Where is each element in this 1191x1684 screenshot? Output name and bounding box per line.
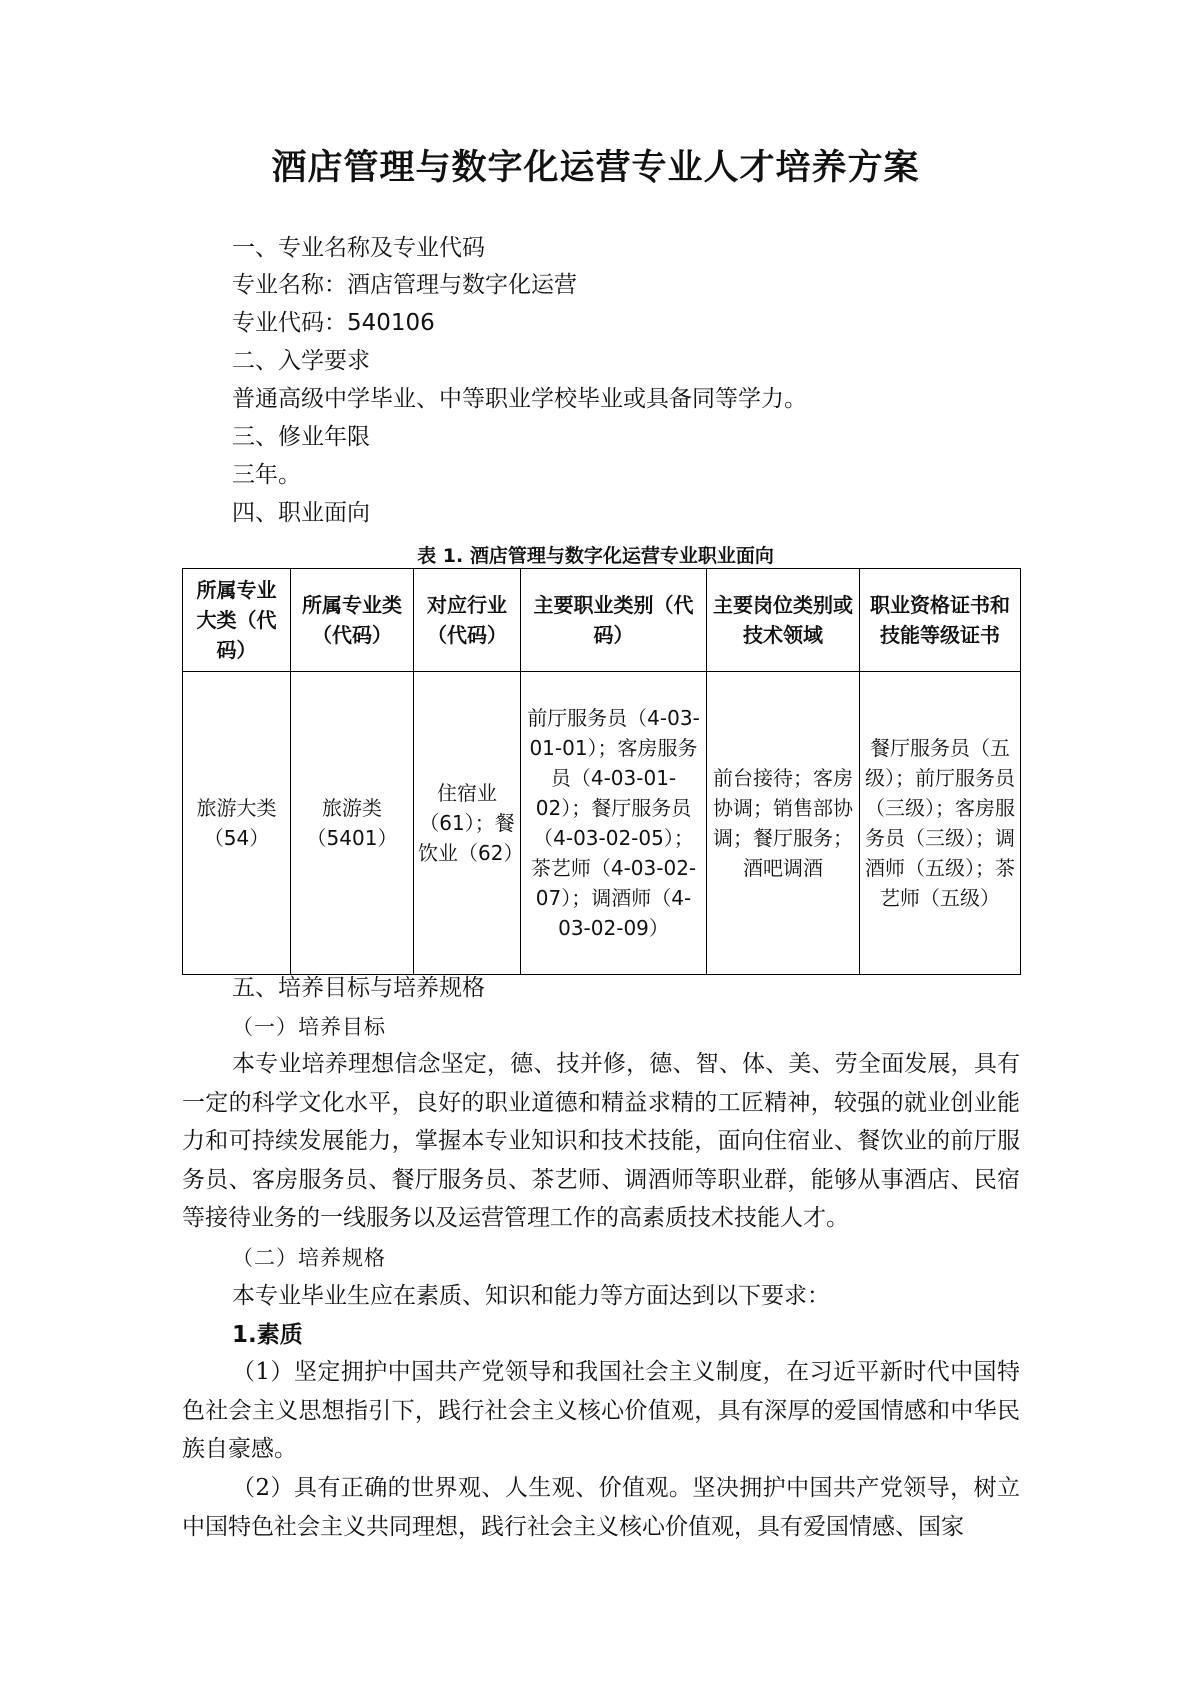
section-heading-goals: 五、培养目标与培养规格 — [232, 975, 485, 1001]
table-caption: 表 1. 酒店管理与数字化运营专业职业面向 — [417, 545, 774, 567]
quality-item-1: （1）坚定拥护中国共产党领导和我国社会主义制度，在习近平新时代中国特色社会主义思想指引下，践行社会主义核心价值观，具有深厚的爱国情感和中华民族自豪感。 — [182, 1359, 1020, 1462]
major-code-line: 专业代码：540106 — [232, 310, 435, 336]
header-major-category: 所属专业大类（代码） — [183, 569, 291, 672]
major-name-line: 专业名称：酒店管理与数字化运营 — [232, 272, 577, 298]
header-major-class: 所属专业类（代码） — [291, 569, 414, 672]
section-heading-duration: 三、修业年限 — [232, 424, 370, 450]
quality-item-2: （2）具有正确的世界观、人生观、价值观。坚决拥护中国共产党领导，树立中国特色社会主义共同理想，践行社会主义核心价值观，具有爱国情感、国家 — [182, 1475, 1020, 1540]
spec-intro: 本专业毕业生应在素质、知识和能力等方面达到以下要求： — [232, 1283, 830, 1309]
subheading-goal: （一）培养目标 — [232, 1015, 386, 1039]
table-row — [183, 672, 1021, 975]
document-title: 酒店管理与数字化运营专业人才培养方案 — [271, 147, 920, 188]
goal-paragraph: 本专业培养理想信念坚定，德、技并修，德、智、体、美、劳全面发展，具有一定的科学文化水平，良好的职业道德和精益求精的工匠精神，较强的就业创业能力和可持续发展能力，掌握本专业知识和技术技能，面向住宿业、餐饮业的前厅服务员、客房服务员、餐厅服务员、茶艺师、调酒师等职业群，能够从事酒店、民宿等接待业务的一线服务以及运营管理工作的高素质技术技能人才。 — [182, 1051, 1020, 1231]
cell-position-category: 前台接待；客房协调；销售部协调；餐厅服务；酒吧调酒 — [707, 672, 860, 975]
cell-certificates: 餐厅服务员（五级）；前厅服务员（三级）；客房服务员（三级）；调酒师（五级）；茶艺师（五级） — [860, 672, 1021, 975]
cell-occupation-category: 前厅服务员（4-03-01-01）；客房服务员（4-03-01-02）；餐厅服务员（4-03-02-05）；茶艺师（4-03-02-07）；调酒师（4-03-02-09） — [521, 672, 707, 975]
header-certificates: 职业资格证书和技能等级证书 — [860, 569, 1021, 672]
occupation-table — [182, 568, 1021, 975]
duration-text: 三年。 — [232, 462, 301, 488]
section-heading-occupation: 四、职业面向 — [232, 500, 370, 526]
quality-heading: 1.素质 — [232, 1322, 303, 1348]
cell-industry: 住宿业（61）；餐饮业（62） — [414, 672, 521, 975]
table-header-row — [183, 569, 1021, 672]
section-heading-admission: 二、入学要求 — [232, 348, 370, 374]
cell-major-class: 旅游类（5401） — [291, 672, 414, 975]
admission-text: 普通高级中学毕业、中等职业学校毕业或具备同等学力。 — [232, 386, 807, 412]
cell-major-category: 旅游大类（54） — [183, 672, 291, 975]
header-position-category: 主要岗位类别或技术领域 — [707, 569, 860, 672]
header-occupation-category: 主要职业类别（代码） — [521, 569, 707, 672]
subheading-spec: （二）培养规格 — [232, 1246, 386, 1270]
header-industry: 对应行业（代码） — [414, 569, 521, 672]
section-heading-major-name: 一、专业名称及专业代码 — [232, 235, 485, 261]
